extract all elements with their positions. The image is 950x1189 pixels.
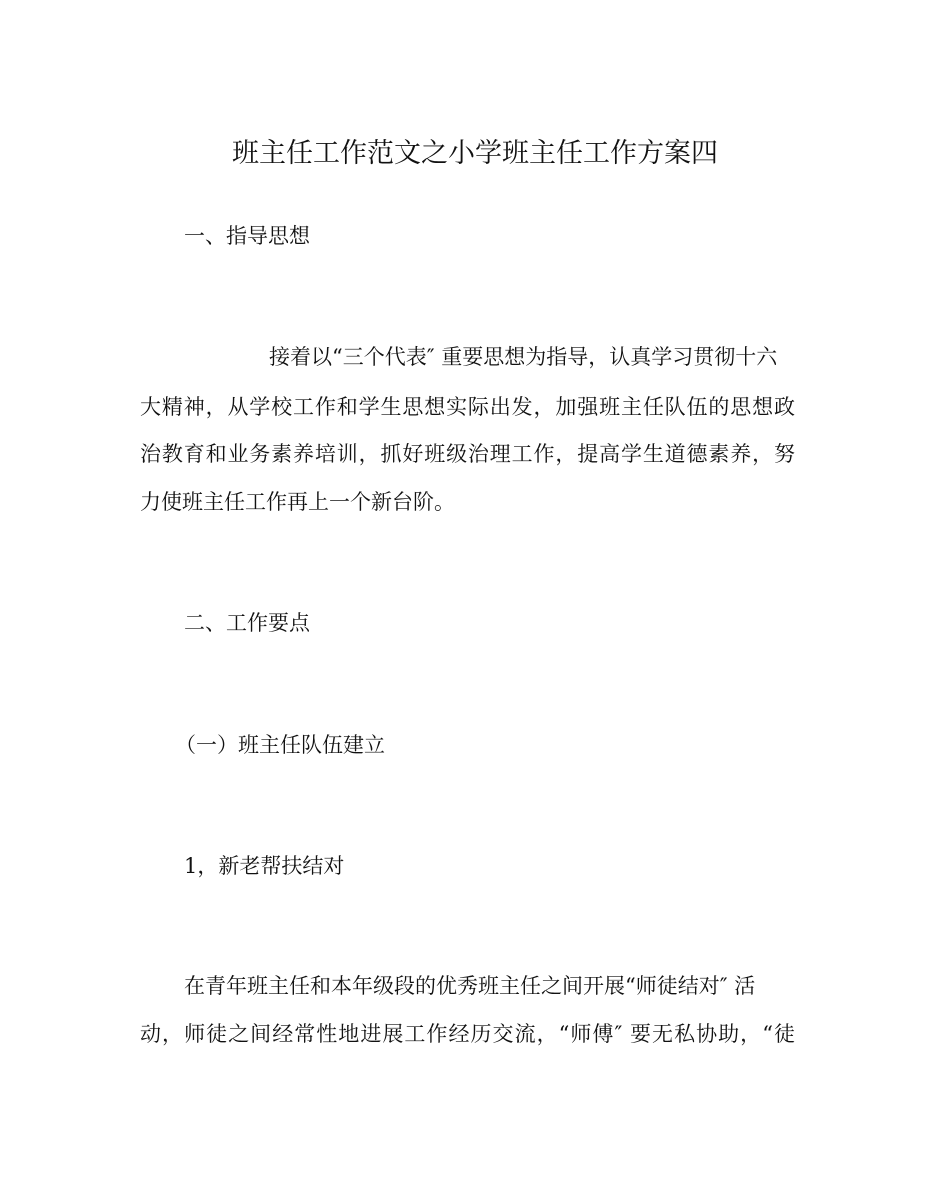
paragraph-line: 在青年班主任和本年级段的优秀班主任之间开展“师徒结对″ 活	[184, 974, 756, 998]
subsection-heading: （一）班主任队伍建立	[175, 733, 385, 757]
paragraph-line: 接着以“三个代表″ 重要思想为指导，认真学习贯彻十六	[269, 345, 778, 369]
section-heading-work-points: 二、工作要点	[184, 611, 310, 635]
item-heading: 1，新老帮扶结对	[184, 854, 345, 878]
paragraph-line: 动，师徒之间经常性地进展工作经历交流，“师傅″ 要无私协助，“徒	[140, 1022, 795, 1046]
document-title: 班主任工作范文之小学班主任工作方案四	[232, 138, 718, 169]
section-heading-guiding-ideology: 一、指导思想	[184, 224, 310, 248]
paragraph-line: 治教育和业务素养培训，抓好班级治理工作，提高学生道德素养，努	[140, 442, 795, 466]
paragraph-line: 力使班主任工作再上一个新台阶。	[140, 490, 455, 514]
paragraph-line: 大精神，从学校工作和学生思想实际出发，加强班主任队伍的思想政	[140, 395, 795, 419]
